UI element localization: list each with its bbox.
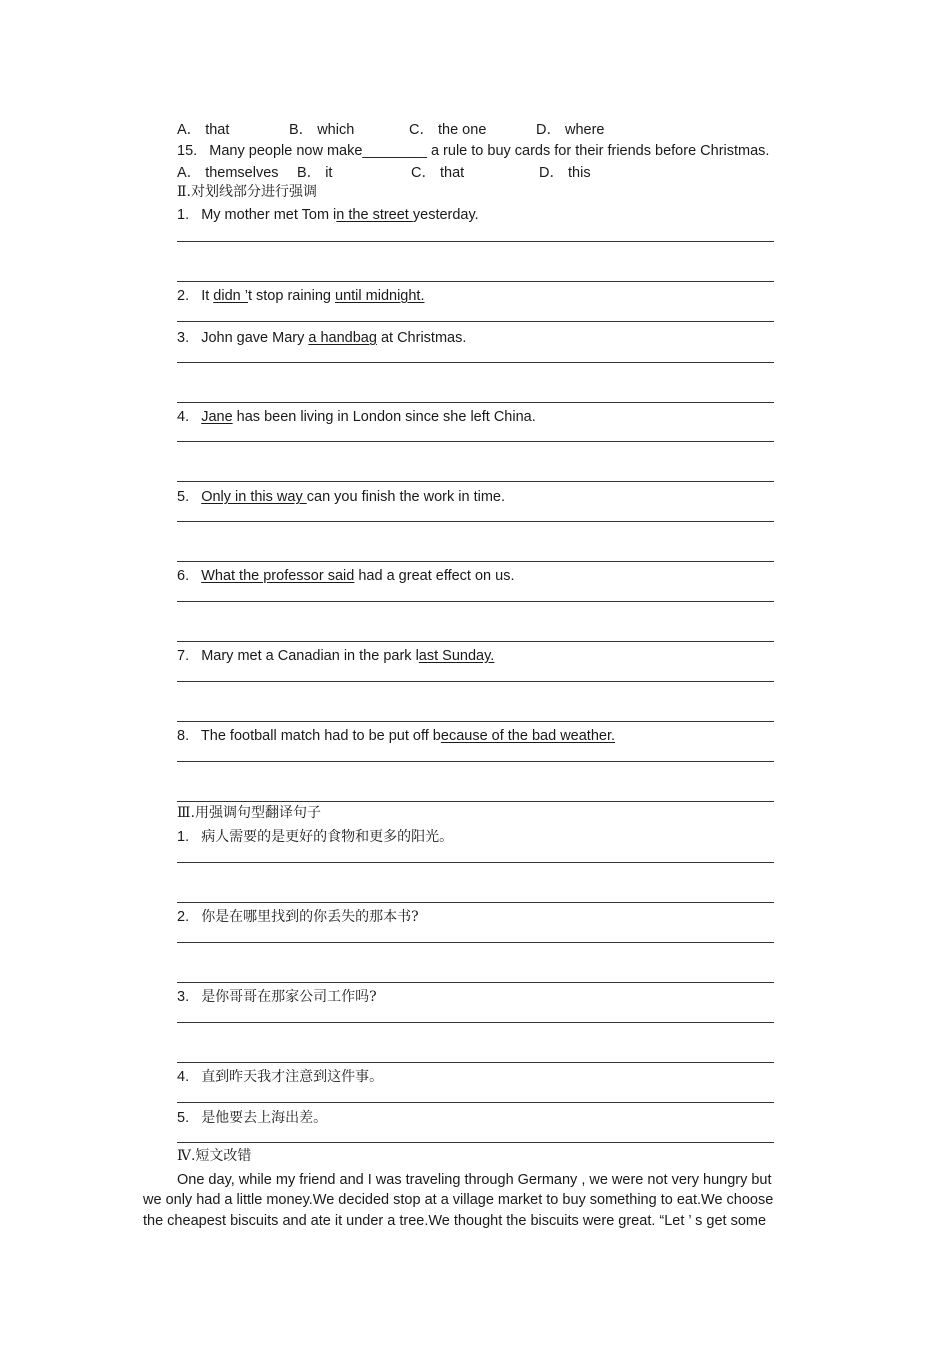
s2-item-2-number: 2. xyxy=(177,288,190,304)
q15-stem-before: Many people now make xyxy=(209,143,363,159)
answer-line xyxy=(177,681,774,682)
s2-item-2-text-mid: t stop raining xyxy=(247,288,336,304)
q15-number: 15. xyxy=(177,143,198,159)
s2-item-8-underlined: ecause of the bad weather. xyxy=(440,728,616,744)
s3-item-1-text: 病人需要的是更好的食物和更多的阳光。 xyxy=(201,829,454,845)
s2-item-5-number: 5. xyxy=(177,489,190,505)
answer-line xyxy=(177,942,774,943)
s2-item-5-text-end: can you finish the work in time. xyxy=(306,489,506,505)
s2-item-4-underlined: Jane xyxy=(201,409,233,425)
s2-item-6-text-end: had a great effect on us. xyxy=(354,568,515,584)
s2-item-7-underlined: ast Sunday. xyxy=(418,648,495,664)
q15-option-c: C． that xyxy=(411,165,465,181)
answer-line xyxy=(177,721,774,722)
answer-line xyxy=(177,241,774,242)
q15-stem-after: a rule to buy cards for their friends before Christmas. xyxy=(426,143,770,159)
s2-item-4 xyxy=(177,408,536,426)
answer-line xyxy=(177,761,774,762)
q15-blank: ________ xyxy=(362,143,427,159)
answer-line xyxy=(177,801,774,802)
section3-title: Ⅲ.用强调句型翻译句子 xyxy=(177,805,321,821)
q14-option-b: B． which xyxy=(289,122,355,138)
s2-item-4-text-end: has been living in London since she left China. xyxy=(232,409,536,425)
s2-item-3-text: John gave Mary xyxy=(201,330,309,346)
s3-item-2 xyxy=(177,908,419,926)
answer-line xyxy=(177,561,774,562)
q14-option-d: D． where xyxy=(536,122,605,138)
s3-item-2-text: 你是在哪里找到的你丢失的那本书? xyxy=(201,909,419,925)
s2-item-1-text-end: yesterday. xyxy=(412,207,479,223)
s2-item-6 xyxy=(177,567,514,585)
answer-line xyxy=(177,862,774,863)
answer-line xyxy=(177,1062,774,1063)
answer-line xyxy=(177,402,774,403)
s2-item-7 xyxy=(177,647,494,665)
section2-title: Ⅱ.对划线部分进行强调 xyxy=(177,184,317,200)
answer-line xyxy=(177,1142,774,1143)
answer-line xyxy=(177,1022,774,1023)
s2-item-2-underlined: didn ’ xyxy=(213,288,248,304)
s3-item-5 xyxy=(177,1109,327,1127)
s3-item-4 xyxy=(177,1068,383,1086)
answer-line xyxy=(177,902,774,903)
s2-item-3-text-end: at Christmas. xyxy=(376,330,467,346)
s2-item-8 xyxy=(177,727,615,745)
s2-item-7-text: Mary met a Canadian in the park l xyxy=(201,648,419,664)
s2-item-2 xyxy=(177,287,424,305)
q15-option-b: B． it xyxy=(297,165,333,181)
s3-item-3-text: 是你哥哥在那家公司工作吗? xyxy=(201,989,377,1005)
s2-item-6-underlined: What the professor said xyxy=(201,568,355,584)
s2-item-3-underlined: a handbag xyxy=(308,330,377,346)
s3-item-5-text: 是他要去上海出差。 xyxy=(201,1110,328,1126)
q14-option-c: C． the one xyxy=(409,122,487,138)
s2-item-3 xyxy=(177,329,466,347)
s2-item-8-number: 8. xyxy=(177,728,190,744)
passage-line-3: the cheapest biscuits and ate it under a tree.We thought the biscuits were great. “Let ’ s get some xyxy=(143,1213,767,1229)
passage-line-2: we only had a little money.We decided stop at a village market to buy something to eat.We choose xyxy=(143,1192,774,1208)
q15-question xyxy=(177,142,769,160)
s2-item-5-underlined: Only in this way xyxy=(201,489,307,505)
s2-item-4-number: 4. xyxy=(177,409,190,425)
s2-item-1 xyxy=(177,206,479,224)
s3-item-3-number: 3. xyxy=(177,989,190,1005)
answer-line xyxy=(177,641,774,642)
s3-item-1-number: 1. xyxy=(177,829,190,845)
answer-line xyxy=(177,362,774,363)
s2-item-1-underlined: n the street xyxy=(336,207,413,223)
q15-option-a: A． themselves xyxy=(177,165,279,181)
q14-option-a: A． that xyxy=(177,122,230,138)
answer-line xyxy=(177,1102,774,1103)
answer-line xyxy=(177,601,774,602)
s3-item-3 xyxy=(177,988,377,1006)
s2-item-3-number: 3. xyxy=(177,330,190,346)
s3-item-5-number: 5. xyxy=(177,1110,190,1126)
s2-item-1-number: 1. xyxy=(177,207,190,223)
s2-item-6-number: 6. xyxy=(177,568,190,584)
s2-item-1-text: My mother met Tom i xyxy=(201,207,337,223)
answer-line xyxy=(177,321,774,322)
answer-line xyxy=(177,982,774,983)
q15-option-d: D． this xyxy=(539,165,591,181)
answer-line xyxy=(177,441,774,442)
answer-line xyxy=(177,481,774,482)
s3-item-1 xyxy=(177,828,453,846)
passage-line-1: One day, while my friend and I was traveling through Germany , we were not very hungry but xyxy=(177,1172,772,1188)
answer-line xyxy=(177,521,774,522)
section4-title: Ⅳ.短文改错 xyxy=(177,1148,252,1164)
s3-item-4-text: 直到昨天我才注意到这件事。 xyxy=(201,1069,384,1085)
s2-item-5 xyxy=(177,488,505,506)
answer-line xyxy=(177,281,774,282)
s2-item-7-number: 7. xyxy=(177,648,190,664)
s2-item-2-text: It xyxy=(201,288,214,304)
s3-item-2-number: 2. xyxy=(177,909,190,925)
s2-item-2-underlined-2: until midnight. xyxy=(335,288,425,304)
s2-item-8-text: The football match had to be put off b xyxy=(200,728,441,744)
s3-item-4-number: 4. xyxy=(177,1069,190,1085)
